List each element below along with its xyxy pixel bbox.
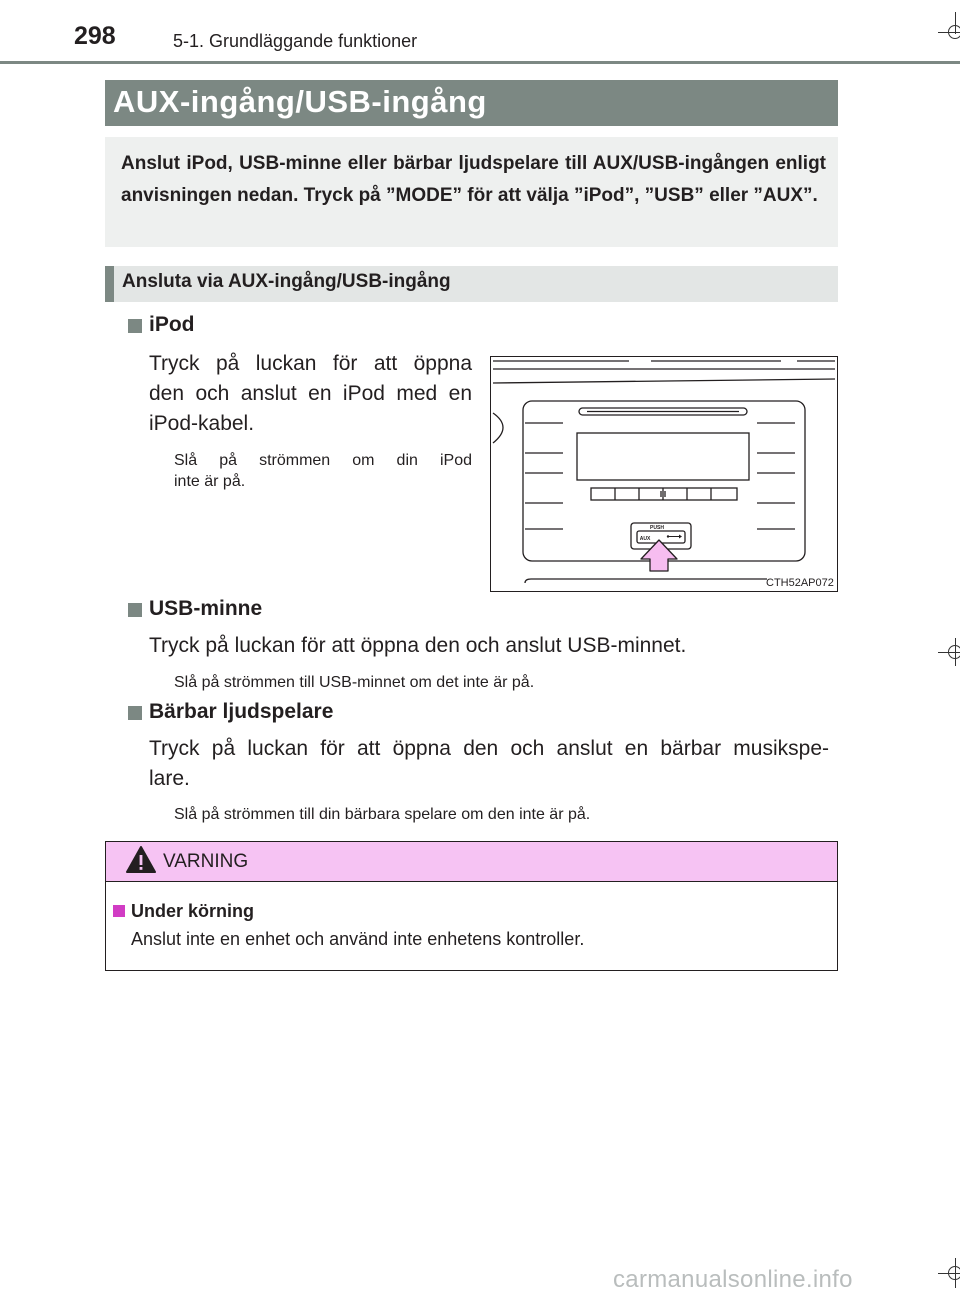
body-line: lare. (149, 767, 190, 790)
aux-label: AUX (639, 536, 651, 542)
item-body-usb: Tryck på luckan för att öppna den och anslut USB-minnet. (149, 634, 687, 657)
page-number: 298 (74, 22, 116, 50)
item-note-usb: Slå på strömmen till USB-minnet om det inte är på. (174, 674, 535, 691)
audio-unit-drawing (491, 357, 837, 591)
item-heading-ipod: iPod (149, 313, 195, 336)
warning-bullet-square (113, 905, 125, 917)
body-line: Tryck på luckan för att öppna (149, 352, 472, 375)
push-label: PUSH (650, 525, 664, 531)
footer-watermark: carmanualsonline.info (613, 1266, 853, 1293)
item-note-ipod (174, 450, 472, 492)
pointer-arrow-icon (641, 540, 677, 571)
item-note-portable: Slå på strömmen till din bärbara spelare om den inte är på. (174, 806, 591, 823)
usb-symbol-icon (667, 535, 682, 539)
note-line: Slå på strömmen om din iPod (174, 452, 472, 469)
section-accent (105, 266, 114, 302)
audio-unit-illustration (490, 356, 838, 592)
page-title: AUX-ingång/USB-ingång (113, 84, 487, 119)
body-line: Tryck på luckan för att öppna den och anslut en bärbar musikspe- (149, 737, 829, 760)
bullet-square (128, 706, 142, 720)
warning-body: Anslut inte en enhet och använd inte enhetens kontroller. (131, 929, 585, 949)
note-line: inte är på. (174, 473, 246, 490)
bullet-square (128, 319, 142, 333)
item-body-ipod (149, 349, 472, 439)
item-body-portable (149, 734, 829, 794)
figure-code: CTH52AP072 (766, 577, 834, 589)
warning-title: VARNING (163, 851, 249, 872)
intro-text: Anslut iPod, USB-minne eller bärbar ljudspelare till AUX/USB-ingången enligt anvisningen nedan. Tryck på ”MODE” för att välja ”iPod”, ”USB” eller ”AUX”. (121, 153, 826, 206)
section-heading: Ansluta via AUX-ingång/USB-ingång (122, 271, 451, 292)
header-rule (0, 61, 960, 64)
bullet-square (128, 603, 142, 617)
warning-subheading: Under körning (131, 901, 255, 921)
chapter-title: 5-1. Grundläggande funktioner (173, 31, 418, 51)
body-line: iPod-kabel. (149, 412, 255, 435)
body-line: den och anslut en iPod med en (149, 382, 472, 405)
item-heading-portable: Bärbar ljudspelare (149, 700, 334, 723)
warning-triangle-icon (125, 845, 157, 875)
item-heading-usb: USB-minne (149, 597, 263, 620)
